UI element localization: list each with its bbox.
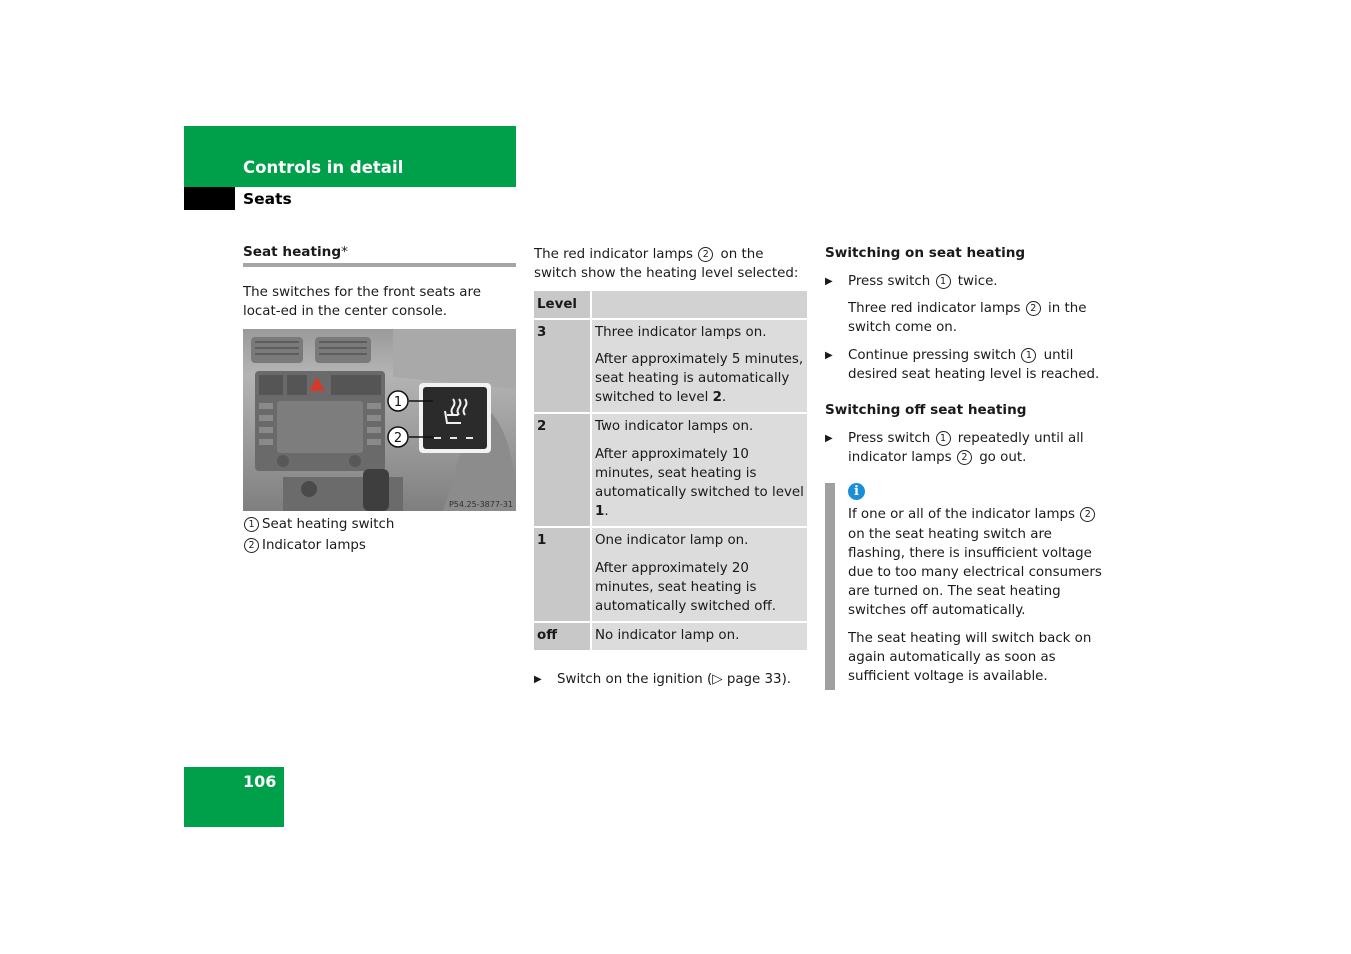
table-row [534, 413, 807, 527]
note-bar [825, 483, 835, 690]
page-number: 106 [243, 772, 277, 791]
description-cell: No indicator lamp on. [591, 622, 807, 651]
step-arrow-icon: ▶ [534, 674, 542, 686]
header-bar [184, 126, 516, 187]
table-row [534, 527, 807, 622]
console-illustration [243, 329, 516, 511]
note-text-1: If one or all of the indicator lamps 2 on the seat heating switch are flashing, there is insufficient voltage due to too many electrical consumers are turned on. The seat heating switches off automatically. [848, 507, 1102, 619]
note-text-2: The seat heating will switch back on again automatically as soon as sufficient voltage is available. [848, 630, 1092, 685]
on-step-2: ▶ Continue pressing switch 1 until desired seat heating level is reached. [825, 347, 1100, 382]
level-cell: 1 [534, 527, 591, 622]
level-header: Level [534, 291, 591, 318]
table-row [534, 622, 807, 651]
switching-on-heading: Switching on seat heating [825, 245, 1026, 261]
description-cell: Two indicator lamps on. After approximately 10 minutes, seat heating is automatically switched to level 1. [591, 413, 807, 527]
page-ref-link[interactable]: ▷ page 33 [712, 672, 782, 688]
heating-level-table [534, 291, 807, 652]
level-cell: 2 [534, 413, 591, 527]
description-cell: Three indicator lamps on. After approximately 5 minutes, seat heating is automatically switched to level 2. [591, 319, 807, 414]
info-icon: i [848, 483, 865, 500]
legend-text: Indicator lamps [262, 537, 366, 553]
table-row [534, 319, 807, 414]
info-note [825, 483, 1105, 686]
seat-heating-heading: Seat heating* [243, 244, 348, 260]
step-arrow-icon: ▶ [825, 349, 833, 361]
off-step: ▶ Press switch 1 repeatedly until all indicator lamps 2 go out. [825, 431, 1084, 466]
step-arrow-icon: ▶ [825, 276, 833, 287]
callout-1-label: 1 [393, 395, 403, 411]
figure-legend [243, 515, 516, 556]
subsection-title: Seats [243, 190, 292, 208]
center-console-photo [243, 329, 516, 511]
legend-item [243, 536, 516, 557]
description-cell: One indicator lamp on. After approximately 20 minutes, seat heating is automatically switched off. [591, 527, 807, 622]
legend-text: Seat heating switch [262, 517, 395, 533]
step-arrow-icon: ▶ [825, 433, 833, 445]
ignition-step: ▶ Switch on the ignition (▷ page 33). [534, 670, 807, 689]
figure-code: P54.25-3877-31 [448, 500, 513, 510]
switching-off-heading: Switching off seat heating [825, 402, 1027, 419]
level-cell: off [534, 622, 591, 651]
callout-2-label: 2 [393, 431, 403, 447]
subsection-marker [184, 187, 235, 210]
heading-rule [243, 263, 516, 267]
left-column [243, 244, 516, 556]
legend-number: 2 [244, 538, 259, 553]
on-result: Three red indicator lamps 2 in the switch come on. [848, 301, 1087, 336]
middle-column [534, 245, 807, 690]
table-header-row [534, 291, 807, 318]
legend-number: 1 [244, 517, 259, 532]
on-step-1: ▶ Press switch 1 twice. [825, 272, 1105, 291]
right-column [825, 245, 1105, 686]
level-cell: 3 [534, 319, 591, 414]
intro-text: The switches for the front seats are locat-ed in the center console. [243, 285, 481, 320]
section-title: Controls in detail [243, 158, 404, 177]
legend-item [243, 515, 516, 536]
indicator-intro: The red indicator lamps 2 on the switch show the heating level selected: [534, 247, 799, 282]
